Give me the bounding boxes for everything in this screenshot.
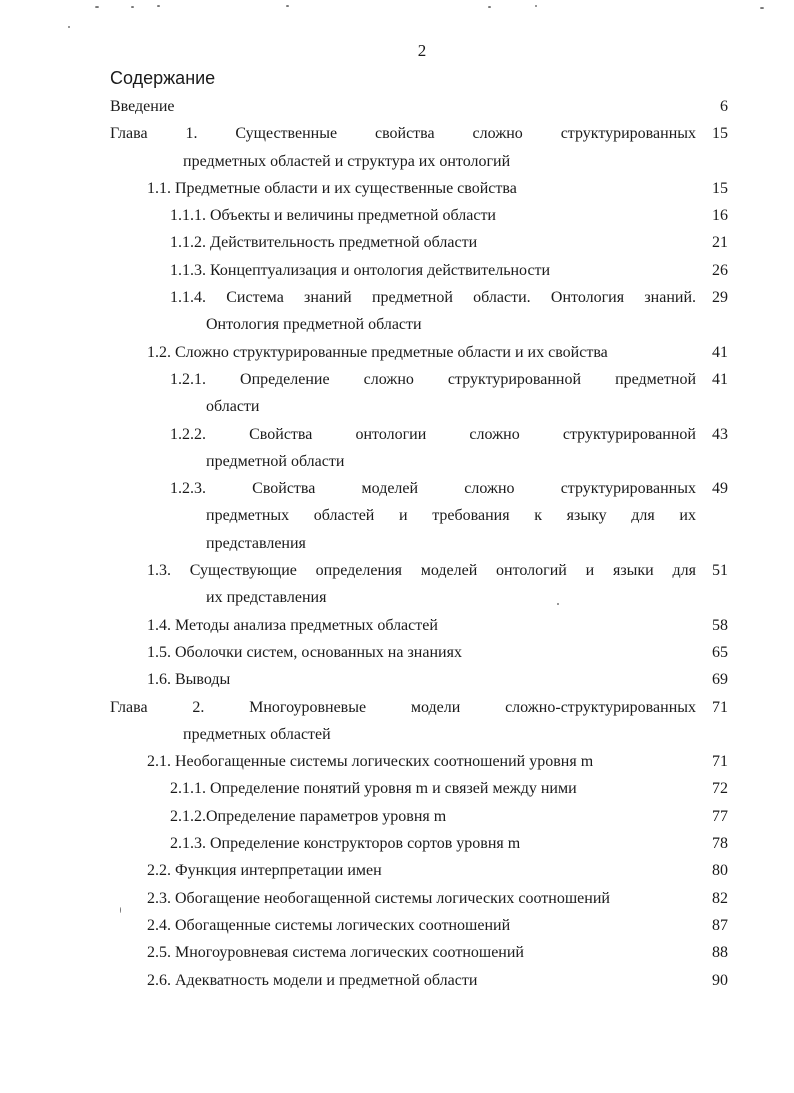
toc-entry-line: Глава 2. Многоуровневые модели сложно-структурированных: [110, 698, 696, 716]
toc-entry-line: 1.3. Существующие определения моделей онтологий и языки для: [147, 562, 696, 580]
toc-entry-line: 1.1.3. Концептуализация и онтология действительности: [170, 261, 551, 279]
toc-entry-line: 2.5. Многоуровневая система логических соотношений: [147, 944, 524, 962]
toc-entry: [0, 95, 794, 122]
toc-entry-line: 1.1.1. Объекты и величины предметной области: [170, 207, 496, 225]
toc-page-number: 71: [712, 698, 728, 716]
scan-speck: [557, 603, 559, 605]
scan-speck: [95, 6, 99, 8]
toc-page-number: 80: [712, 862, 728, 880]
toc-title: Содержание: [110, 68, 216, 88]
toc-entry: [0, 805, 794, 832]
toc-entry-line: предметных областей и требования к языку для их: [206, 507, 696, 525]
scan-speck: [120, 907, 121, 913]
scan-speck: [488, 6, 491, 8]
toc-entry-line: 1.2. Сложно структурированные предметные области и их свойства: [147, 343, 608, 361]
scan-speck: [68, 26, 70, 28]
toc-entry-line: 1.4. Методы анализа предметных областей: [147, 616, 438, 634]
toc-entry: [0, 941, 794, 968]
toc-page-number: 69: [712, 671, 728, 689]
toc-entry: [0, 204, 794, 231]
toc-entry-line: 2.2. Функция интерпретации имен: [147, 862, 382, 880]
toc-page-number: 41: [712, 370, 728, 388]
toc-entry: [0, 750, 794, 777]
toc-entry-line: 2.1.3. Определение конструкторов сортов уровня m: [170, 835, 521, 853]
toc-entry-line: Онтология предметной области: [206, 316, 422, 334]
toc-entry: [0, 859, 794, 886]
toc-entry-line: 2.1. Необогащенные системы логических соотношений уровня m: [147, 753, 594, 771]
toc-entry: [0, 477, 794, 559]
toc-page-number: 87: [712, 916, 728, 934]
toc-entry-line: Введение: [110, 98, 175, 115]
toc-page-number: 90: [712, 971, 728, 989]
toc-entry: [0, 641, 794, 668]
toc-entry-line: их представления: [206, 589, 327, 607]
toc-entry-line: 1.1. Предметные области и их существенные свойства: [147, 179, 517, 197]
toc-entry: [0, 777, 794, 804]
toc-entry: [0, 423, 794, 478]
toc-entry: [0, 614, 794, 641]
toc-entry-line: 1.2.1. Определение сложно структурированной предметной: [170, 370, 696, 388]
toc-entry: [0, 122, 794, 177]
toc-entry: [0, 668, 794, 695]
toc-entry-line: 1.1.2. Действительность предметной области: [170, 234, 478, 252]
toc-page-number: 43: [712, 425, 728, 443]
toc-page-number: 77: [712, 807, 728, 825]
toc-entry: [0, 559, 794, 614]
toc-page-number: 41: [712, 343, 728, 361]
toc-page-number: 21: [712, 234, 728, 252]
toc-entry-line: 2.1.2.Определение параметров уровня m: [170, 807, 447, 825]
toc-entry-line: предметных областей: [183, 725, 331, 743]
toc-entry-line: области: [206, 398, 260, 416]
toc-entry-line: 2.6. Адекватность модели и предметной области: [147, 971, 478, 989]
toc-entry: [0, 286, 794, 341]
toc-entry: [0, 696, 794, 751]
toc-entry-line: 1.5. Оболочки систем, основанных на знаниях: [147, 643, 462, 661]
toc-page-number: 58: [712, 616, 728, 634]
toc-entry-line: 1.2.3. Свойства моделей сложно структурированных: [170, 480, 696, 498]
toc-page-number: 16: [712, 207, 728, 225]
toc-page-number: 29: [712, 289, 728, 307]
scan-speck: [760, 7, 764, 9]
toc-page-number: 49: [712, 480, 728, 498]
toc-entry-line: предметной области: [206, 452, 345, 470]
toc-entry-line: представления: [206, 534, 306, 552]
toc-entry-line: 1.2.2. Свойства онтологии сложно структурированной: [170, 425, 696, 443]
toc-entry-line: предметных областей и структура их онтологий: [183, 152, 511, 170]
scan-speck: [286, 5, 289, 7]
toc-entry: [0, 832, 794, 859]
scan-speck: [157, 5, 160, 7]
toc-entry: [0, 368, 794, 423]
toc-entry: [0, 177, 794, 204]
toc-entry-line: 1.1.4. Система знаний предметной области. Онтология знаний.: [170, 289, 696, 307]
toc-entry: [0, 231, 794, 258]
toc-entry: [0, 969, 794, 996]
toc-entry: [0, 259, 794, 286]
toc-entry-line: 2.4. Обогащенные системы логических соотношений: [147, 916, 511, 934]
table-of-contents: [0, 95, 794, 996]
toc-entry: [0, 914, 794, 941]
toc-entry-line: 1.6. Выводы: [147, 671, 231, 689]
scan-speck: [131, 6, 134, 8]
page-number: 2: [417, 41, 427, 60]
toc-page-number: 82: [712, 889, 728, 907]
toc-page-number: 15: [712, 179, 728, 197]
toc-page-number: 65: [712, 643, 728, 661]
toc-page-number: 88: [712, 944, 728, 962]
toc-page-number: 26: [712, 261, 728, 279]
toc-entry-line: Глава 1. Существенные свойства сложно структурированных: [110, 125, 696, 143]
toc-page-number: 72: [712, 780, 728, 798]
toc-page-number: 78: [712, 835, 728, 853]
toc-page-number: 51: [712, 562, 728, 580]
toc-page-number: 6: [720, 98, 728, 115]
toc-entry: [0, 341, 794, 368]
scan-speck: [535, 5, 537, 7]
toc-entry-line: 2.3. Обогащение необогащенной системы логических соотношений: [147, 889, 610, 907]
toc-page-number: 15: [712, 125, 728, 143]
toc-entry-line: 2.1.1. Определение понятий уровня m и связей между ними: [170, 780, 577, 798]
toc-page-number: 71: [712, 753, 728, 771]
